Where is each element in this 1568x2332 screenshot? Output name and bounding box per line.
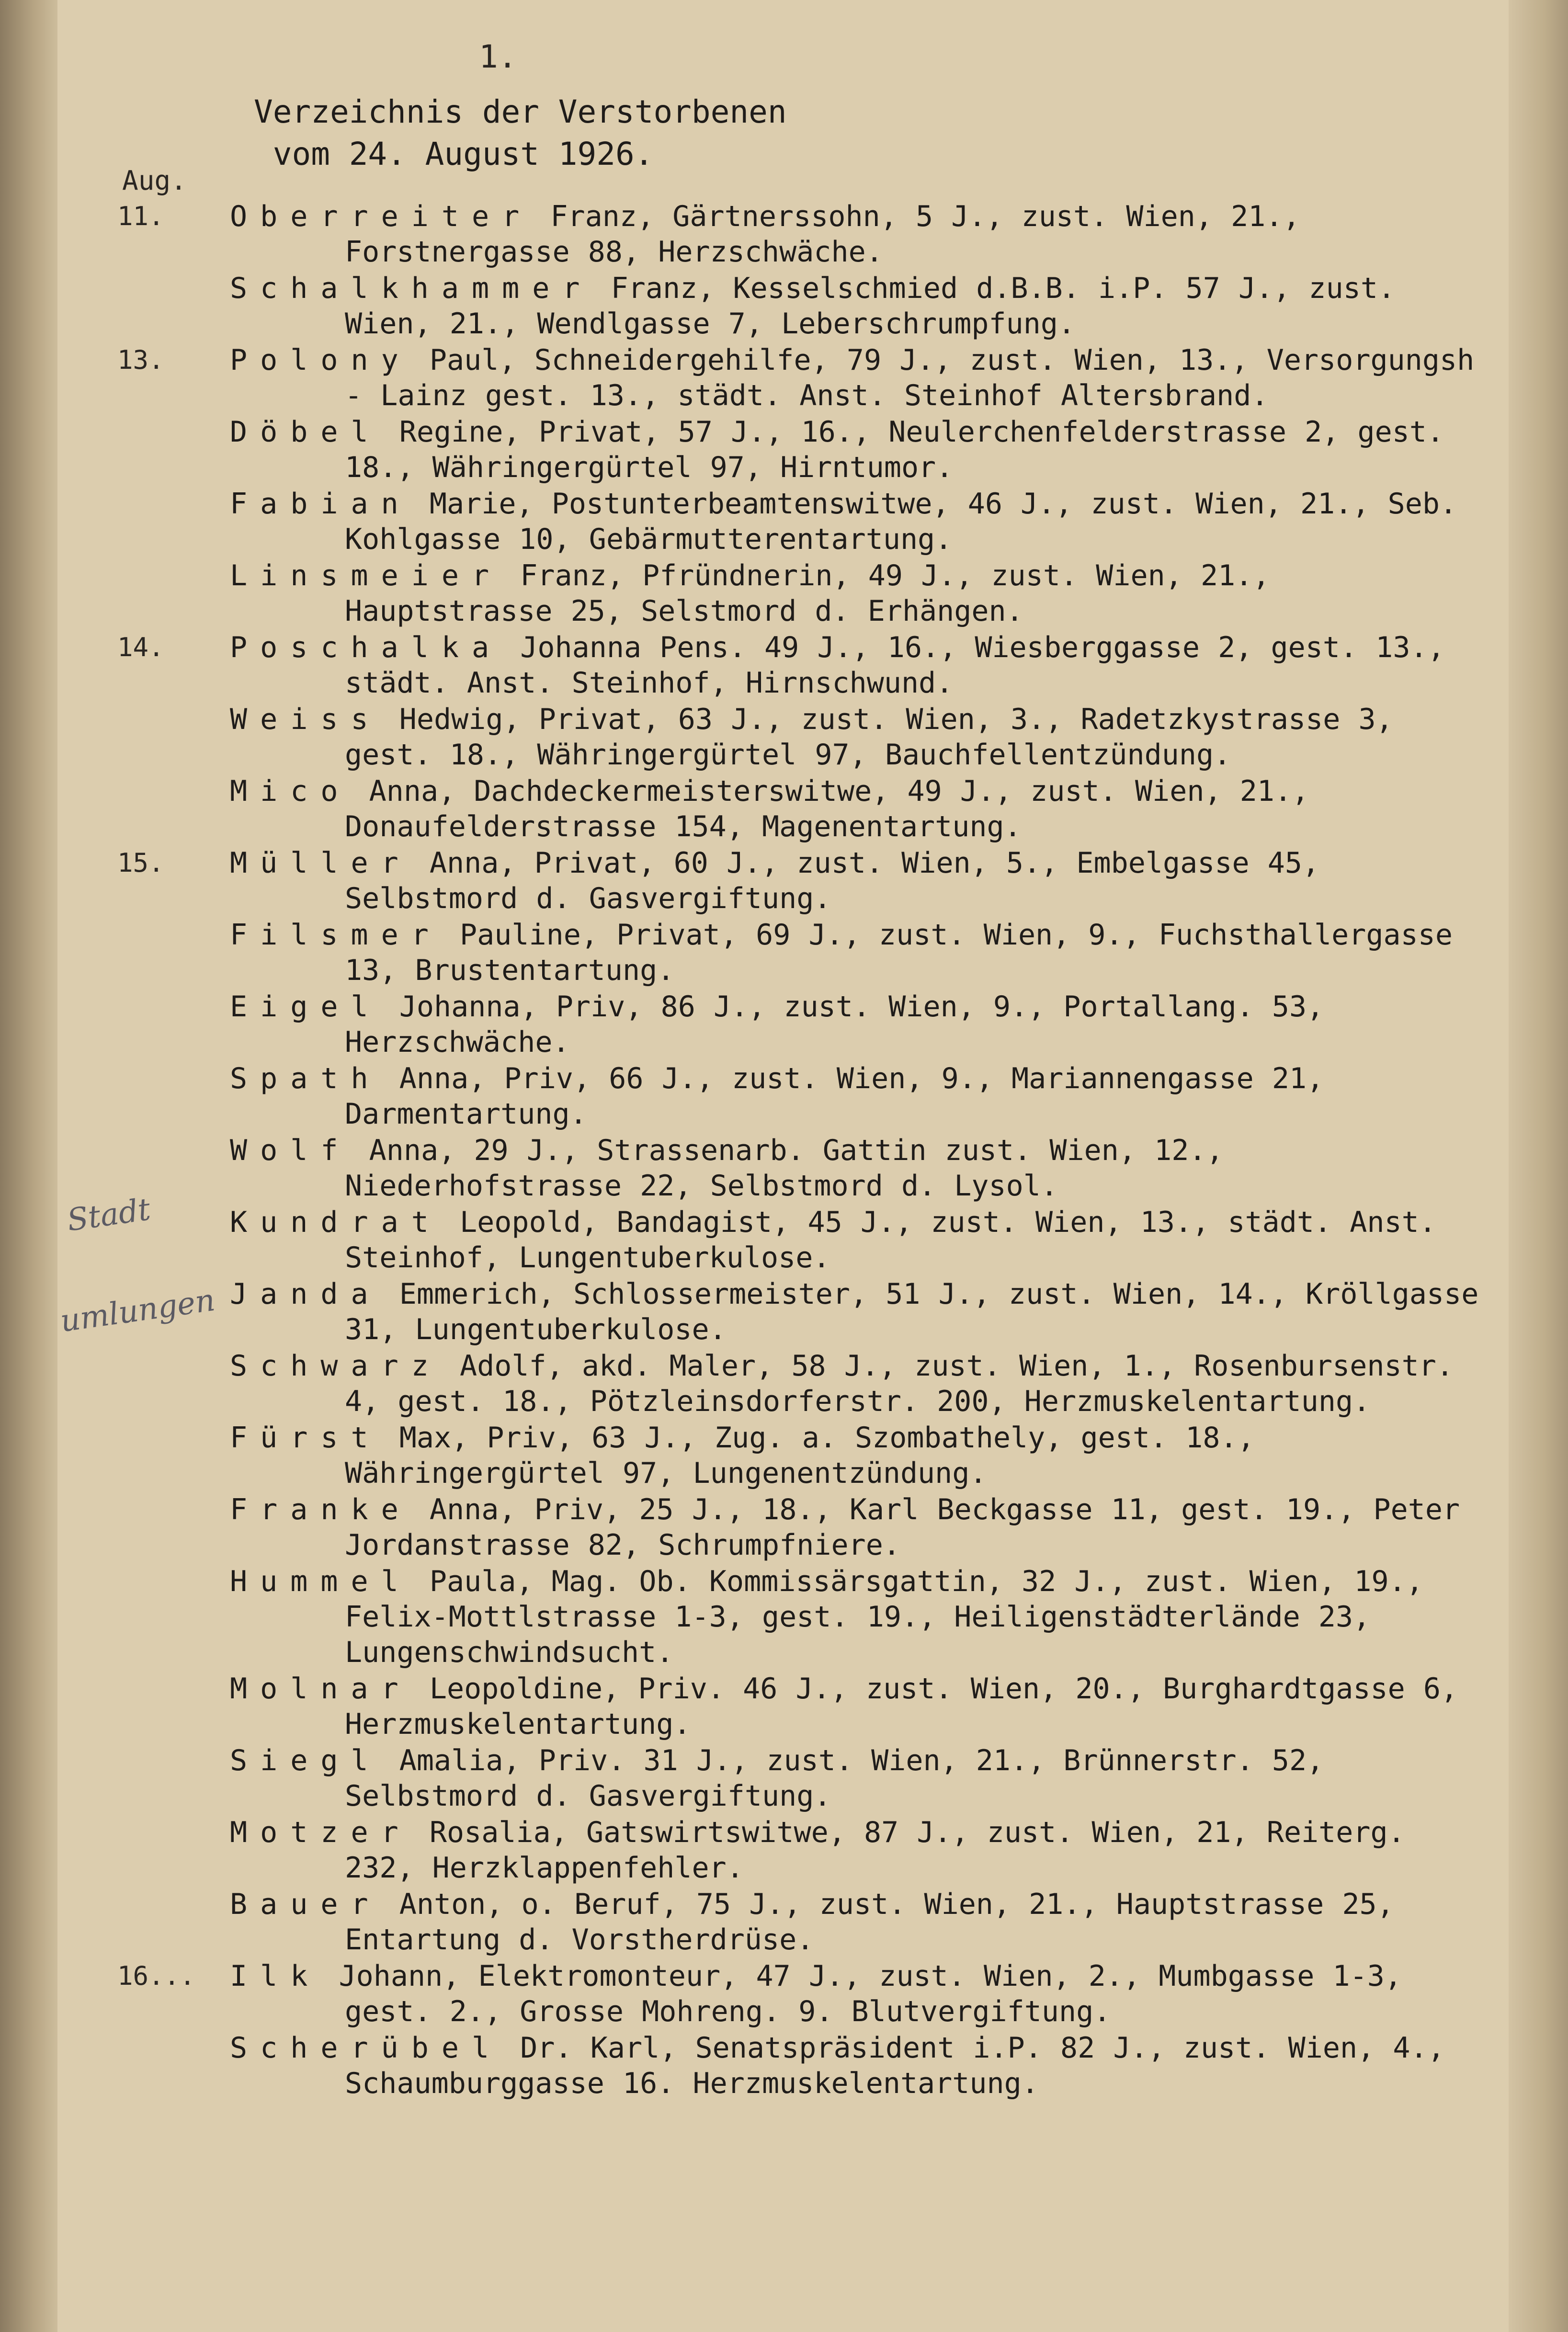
entry-surname: Bauer	[230, 1888, 381, 1921]
entry-details: Johann, Elektromonteur, 47 J., zust. Wien, 2., Mumbgasse 1-3, gest. 2., Grosse Mohreng. 9. Blutvergiftung.	[339, 1959, 1402, 2028]
entry-surname: Janda	[230, 1277, 381, 1311]
entry-surname: Eigel	[230, 990, 381, 1024]
entry-surname: Wolf	[230, 1134, 351, 1167]
register-entry	[0, 1743, 1485, 1814]
entry-details: Johanna Pens. 49 J., 16., Wiesberggasse 2, gest. 13., städt. Anst. Steinhof, Hirnschwund.	[345, 631, 1445, 700]
entry-surname: Poschalka	[230, 631, 502, 664]
entry-details: Anna, 29 J., Strassenarb. Gattin zust. Wien, 12., Niederhofstrasse 22, Selbstmord d. Lysol.	[345, 1134, 1224, 1203]
entry-date: 13.	[117, 345, 164, 375]
entry-surname: Molnar	[230, 1672, 411, 1706]
entry-surname: Fabian	[230, 487, 411, 521]
entry-details: Anna, Dachdeckermeisterswitwe, 49 J., zust. Wien, 21., Donaufelderstrasse 154, Magenentartung.	[345, 774, 1309, 843]
register-entry	[0, 1420, 1485, 1491]
entry-details: Marie, Postunterbeamtenswitwe, 46 J., zust. Wien, 21., Seb. Kohlgasse 10, Gebärmutterentartung.	[345, 487, 1457, 556]
entry-surname: Linsmeier	[230, 559, 502, 592]
title-line-1: Verzeichnis der Verstorbenen	[254, 93, 787, 130]
entry-surname: Franke	[230, 1493, 411, 1526]
register-entry	[0, 1276, 1485, 1347]
entry-details: Franz, Kesselschmied d.B.B. i.P. 57 J., zust. Wien, 21., Wendlgasse 7, Leberschrumpfung.	[345, 272, 1396, 341]
death-register-list	[0, 199, 1485, 2102]
margin-note-2: umlungen	[58, 1282, 217, 1340]
register-entry	[0, 989, 1485, 1060]
entry-surname: Schalkhammer	[230, 272, 593, 305]
register-entry	[0, 2030, 1485, 2101]
entry-surname: Scherübel	[230, 2031, 502, 2065]
entry-details: Rosalia, Gatswirtswitwe, 87 J., zust. Wien, 21, Reiterg. 232, Herzklappenfehler.	[345, 1816, 1405, 1885]
register-entry	[0, 1348, 1485, 1419]
margin-note-1: Stadt	[65, 1192, 153, 1239]
document-title	[254, 91, 787, 175]
entry-details: Emmerich, Schlossermeister, 51 J., zust. Wien, 14., Kröllgasse 31, Lungentuberkulose.	[345, 1277, 1479, 1346]
register-entry	[0, 1564, 1485, 1670]
entry-details: Anton, o. Beruf, 75 J., zust. Wien, 21., Hauptstrasse 25, Entartung d. Vorstherdrüse.	[345, 1888, 1394, 1957]
entry-details: Paula, Mag. Ob. Kommissärsgattin, 32 J., zust. Wien, 19., Felix-Mottlstrasse 1-3, gest. 19., Heiligenstädterlände 23, Lungenschwindsucht.	[345, 1565, 1423, 1669]
register-entry	[0, 414, 1485, 485]
entry-surname: Schwarz	[230, 1349, 442, 1383]
title-line-2: vom 24. August 1926.	[273, 136, 654, 172]
page-edge	[1509, 0, 1568, 2332]
entry-surname: Müller	[230, 846, 411, 880]
entry-surname: Ilk	[230, 1959, 321, 1993]
register-entry	[0, 1671, 1485, 1742]
entry-surname: Spath	[230, 1062, 381, 1095]
entry-date: 15.	[117, 848, 164, 878]
entry-surname: Hummel	[230, 1565, 411, 1598]
entry-details: Franz, Gärtnerssohn, 5 J., zust. Wien, 21., Forstnergasse 88, Herzschwäche.	[345, 200, 1300, 269]
entry-details: Dr. Karl, Senatspräsident i.P. 82 J., zust. Wien, 4., Schaumburggasse 16. Herzmuskelentartung.	[345, 2031, 1445, 2100]
entry-surname: Polony	[230, 343, 411, 377]
entry-surname: Mico	[230, 774, 351, 808]
entry-details: Hedwig, Privat, 63 J., zust. Wien, 3., Radetzkystrasse 3, gest. 18., Währingergürtel 97, Bauchfellentzündung.	[345, 703, 1393, 772]
entry-details: Anna, Priv, 25 J., 18., Karl Beckgasse 11, gest. 19., Peter Jordanstrasse 82, Schrumpfniere.	[345, 1493, 1460, 1562]
entry-surname: Siegl	[230, 1744, 381, 1777]
register-entry	[0, 1815, 1485, 1886]
entry-date: 11.	[117, 201, 164, 231]
register-entry	[0, 1205, 1485, 1275]
entry-surname: Filsmer	[230, 918, 442, 952]
entry-surname: Motzer	[230, 1816, 411, 1849]
entry-details: Max, Priv, 63 J., Zug. a. Szombathely, gest. 18., Währingergürtel 97, Lungenentzündung.	[345, 1421, 1255, 1490]
entry-details: Franz, Pfründnerin, 49 J., zust. Wien, 21., Hauptstrasse 25, Selstmord d. Erhängen.	[345, 559, 1270, 628]
register-entry	[0, 630, 1485, 701]
entry-details: Regine, Privat, 57 J., 16., Neulerchenfelderstrasse 2, gest. 18., Währingergürtel 97, Hirntumor.	[345, 415, 1444, 484]
register-entry	[0, 342, 1485, 413]
entry-surname: Oberreiter	[230, 200, 533, 233]
entry-date: 14.	[117, 632, 164, 662]
entry-details: Anna, Priv, 66 J., zust. Wien, 9., Mariannengasse 21, Darmentartung.	[345, 1062, 1324, 1131]
register-entry	[0, 1492, 1485, 1563]
register-entry	[0, 486, 1485, 557]
register-entry	[0, 271, 1485, 341]
entry-surname: Weiss	[230, 703, 381, 736]
entry-details: Anna, Privat, 60 J., zust. Wien, 5., Embelgasse 45, Selbstmord d. Gasvergiftung.	[345, 846, 1320, 915]
entry-details: Johanna, Priv, 86 J., zust. Wien, 9., Portallang. 53, Herzschwäche.	[345, 990, 1324, 1059]
entry-surname: Kundrat	[230, 1206, 442, 1239]
entry-details: Leopoldine, Priv. 46 J., zust. Wien, 20., Burghardtgasse 6, Herzmuskelentartung.	[345, 1672, 1458, 1741]
register-entry	[0, 702, 1485, 773]
register-entry	[0, 917, 1485, 988]
register-entry	[0, 558, 1485, 629]
register-entry	[0, 1958, 1485, 2029]
register-entry	[0, 774, 1485, 844]
entry-details: Adolf, akd. Maler, 58 J., zust. Wien, 1., Rosenbursenstr. 4, gest. 18., Pötzleinsdorferstr. 200, Herzmuskelentartung.	[345, 1349, 1454, 1418]
register-entry	[0, 199, 1485, 270]
register-entry	[0, 845, 1485, 916]
entry-details: Pauline, Privat, 69 J., zust. Wien, 9., Fuchsthallergasse 13, Brustentartung.	[345, 918, 1453, 987]
entry-details: Leopold, Bandagist, 45 J., zust. Wien, 13., städt. Anst. Steinhof, Lungentuberkulose.	[345, 1206, 1436, 1274]
page-number: 1.	[479, 38, 517, 75]
register-entry	[0, 1061, 1485, 1132]
entry-date: 16...	[117, 1961, 195, 1991]
register-entry	[0, 1887, 1485, 1957]
entry-details: Amalia, Priv. 31 J., zust. Wien, 21., Brünnerstr. 52, Selbstmord d. Gasvergiftung.	[345, 1744, 1324, 1813]
month-label: Aug.	[122, 165, 187, 196]
entry-surname: Döbel	[230, 415, 381, 449]
entry-surname: Fürst	[230, 1421, 381, 1455]
entry-details: Paul, Schneidergehilfe, 79 J., zust. Wien, 13., Versorgungsh - Lainz gest. 13., städt. Anst. Steinhof Altersbrand.	[345, 343, 1475, 412]
register-entry	[0, 1133, 1485, 1204]
